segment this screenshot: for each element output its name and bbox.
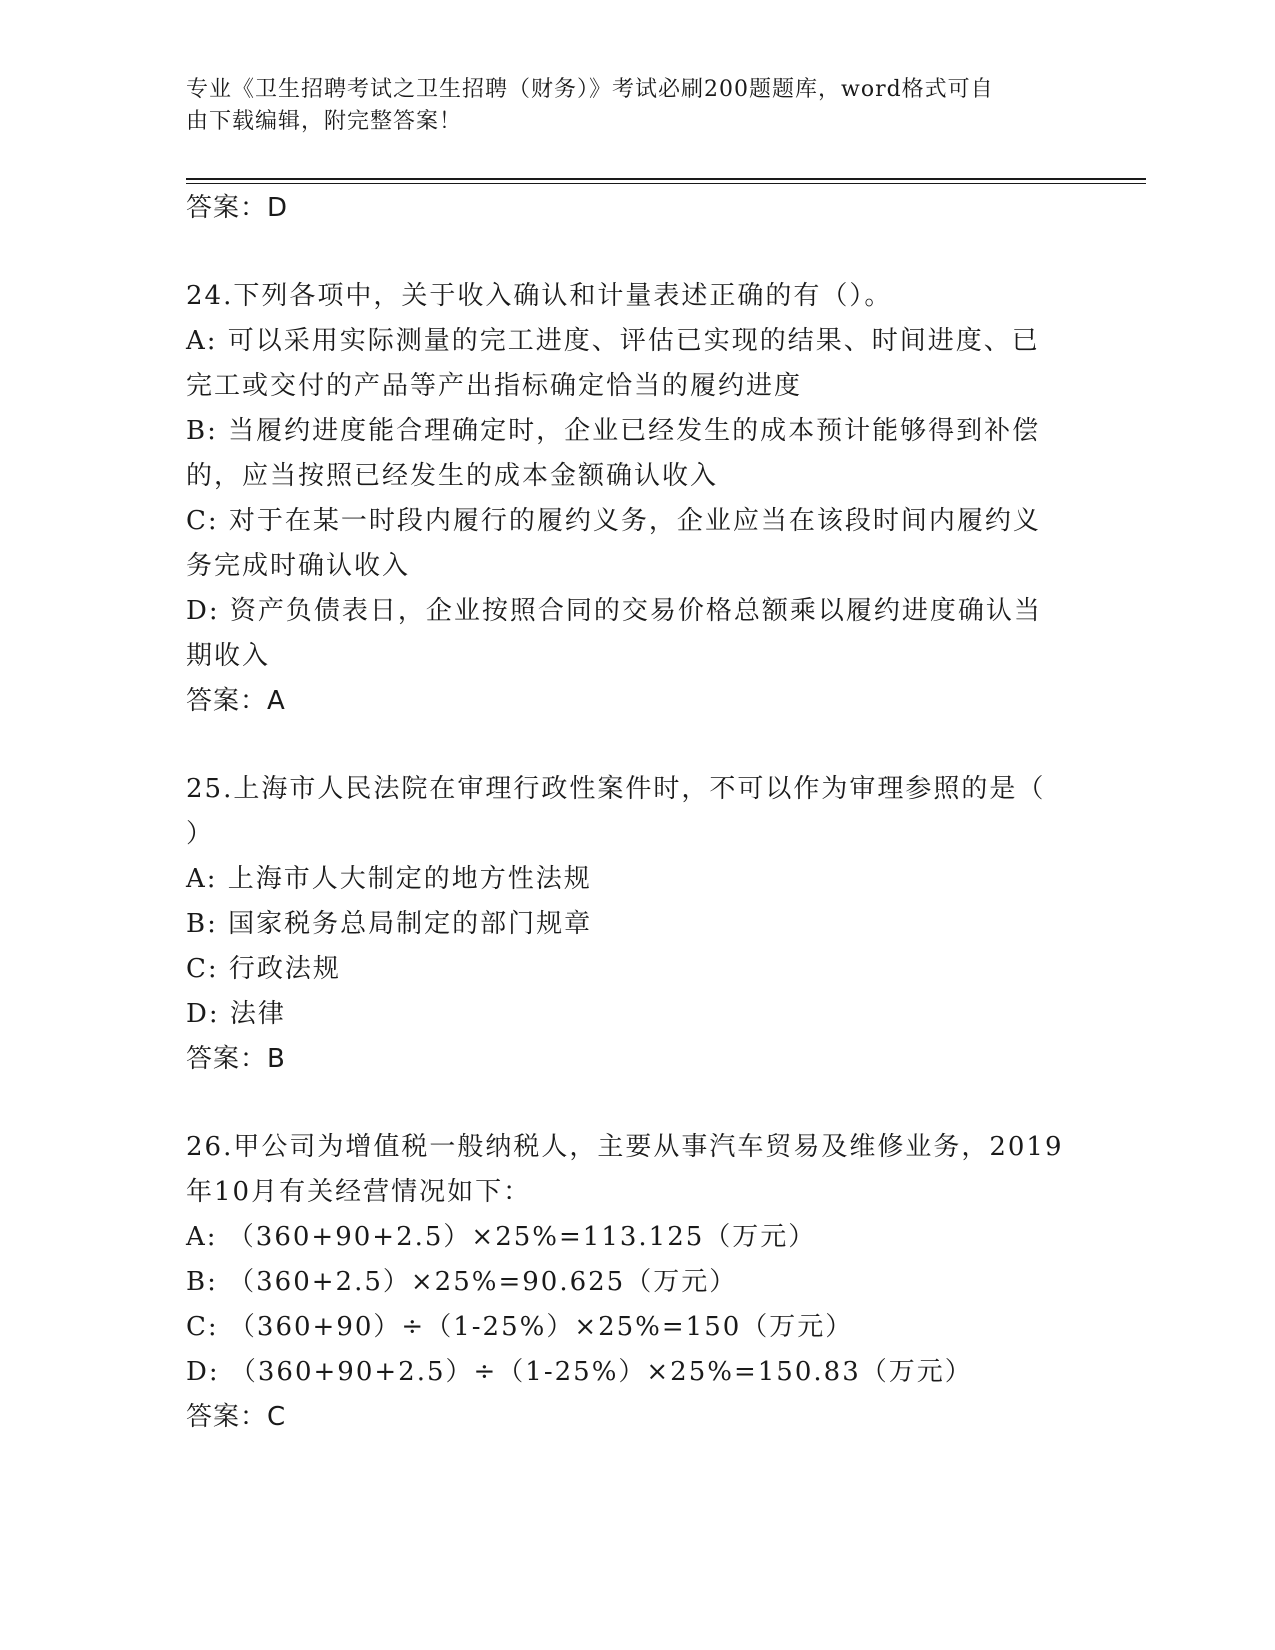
question-line: 26.甲公司为增值税一般纳税人，主要从事汽车贸易及维修业务，2019: [186, 1132, 1064, 1162]
question-25: [186, 767, 1066, 1082]
question-line: 年10月有关经营情况如下：: [186, 1177, 532, 1207]
header-line-2: 由下载编辑，附完整答案！: [186, 109, 463, 134]
option-line: B: 当履约进度能合理确定时，企业已经发生的成本预计能够得到补偿: [186, 416, 1041, 446]
option-line: C: 行政法规: [186, 954, 341, 984]
header-divider-thin: [186, 183, 1146, 184]
option-line: 完工或交付的产品等产出指标确定恰当的履约进度: [186, 371, 803, 401]
option-line: C: （360+90）÷（1-25%）×25%=150（万元）: [186, 1312, 854, 1342]
header-line-1: 专业《卫生招聘考试之卫生招聘（财务）》考试必刷200题题库，word格式可自: [186, 77, 994, 102]
document-body: [186, 186, 1066, 1440]
option-line: C: 对于在某一时段内履行的履约义务，企业应当在该段时间内履约义: [186, 506, 1041, 536]
question-line: 24.下列各项中，关于收入确认和计量表述正确的有（）。: [186, 281, 893, 311]
answer-line: 答案：B: [186, 1044, 286, 1074]
question-line: ）: [186, 819, 215, 849]
answer-line: 答案：A: [186, 686, 286, 716]
option-line: D: 法律: [186, 999, 286, 1029]
option-line: 期收入: [186, 641, 271, 671]
question-line: 25.上海市人民法院在审理行政性案件时，不可以作为审理参照的是（: [186, 774, 1046, 804]
question-26: [186, 1125, 1066, 1440]
option-line: A: 可以采用实际测量的完工进度、评估已实现的结果、时间进度、已: [186, 326, 1040, 356]
option-line: 的，应当按照已经发生的成本金额确认收入: [186, 461, 719, 491]
header-divider-thick: [186, 178, 1146, 180]
question-24: [186, 274, 1066, 724]
option-line: D: 资产负债表日，企业按照合同的交易价格总额乘以履约进度确认当: [186, 596, 1042, 626]
option-line: 务完成时确认收入: [186, 551, 411, 581]
option-line: A: （360+90+2.5）×25%=113.125（万元）: [186, 1222, 817, 1252]
previous-answer: 答案：D: [186, 193, 289, 223]
option-line: A: 上海市人大制定的地方性法规: [186, 864, 592, 894]
option-line: B: （360+2.5）×25%=90.625（万元）: [186, 1267, 738, 1297]
document-header: [186, 74, 1066, 138]
option-line: D: （360+90+2.5）÷（1-25%）×25%=150.83（万元）: [186, 1357, 973, 1387]
answer-line: 答案：C: [186, 1402, 287, 1432]
option-line: B: 国家税务总局制定的部门规章: [186, 909, 593, 939]
